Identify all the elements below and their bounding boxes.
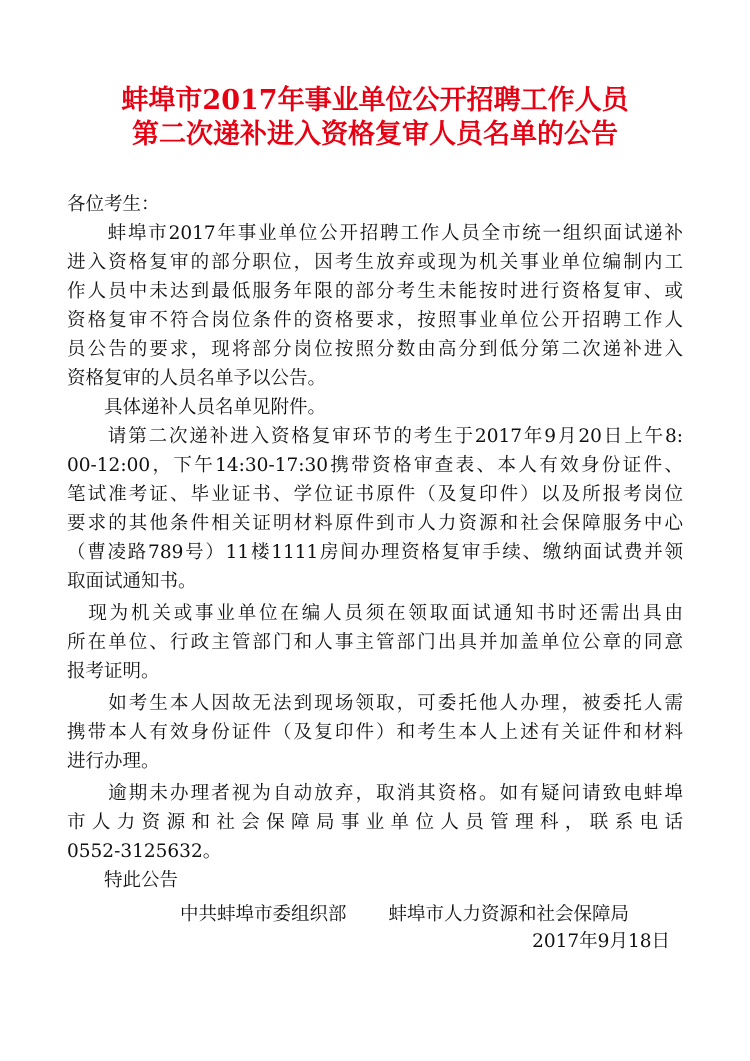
- paragraph-5-line: 携带本人有效身份证件（及复印件）和考生本人上述有关证件和材料: [67, 722, 683, 743]
- salutation: 各位考生：: [67, 194, 160, 215]
- notice-title-line-2: 第二次递补进入资格复审人员名单的公告: [132, 119, 618, 150]
- paragraph-4-line: 现为机关或事业单位在编人员须在领取面试通知书时还需出具由: [67, 603, 683, 624]
- signature-date: 2017年9月18日: [532, 931, 670, 952]
- closing-line: 特此公告: [67, 870, 179, 891]
- paragraph-6-line: 0552-3125632。: [67, 841, 222, 862]
- signature-org-1: 中共蚌埠市委组织部: [180, 904, 347, 925]
- paragraph-3-line: 要求的其他条件相关证明材料原件到市人力资源和社会保障服务中心: [67, 513, 683, 534]
- paragraph-3-line: 00-12:00，下午14:30-17:30携带资格审查表、本人有效身份证件、: [67, 455, 683, 476]
- paragraph-3-line: 取面试通知书。: [67, 571, 197, 592]
- notice-title-line-1: 蚌埠市2017年事业单位公开招聘工作人员: [121, 85, 629, 116]
- paragraph-5-line: 如考生本人因故无法到现场领取，可委托他人办理，被委托人需: [67, 693, 683, 714]
- paragraph-1-line: 蚌埠市2017年事业单位公开招聘工作人员全市统一组织面试递补: [67, 223, 683, 244]
- paragraph-1-line: 作人员中未达到最低服务年限的部分考生未能按时进行资格复审、或: [67, 281, 683, 302]
- paragraph-3-line: （曹凌路789号）11楼1111房间办理资格复审手续、缴纳面试费并领: [67, 542, 683, 563]
- paragraph-3-line: 请第二次递补进入资格复审环节的考生于2017年9月20日上午8:: [67, 426, 683, 447]
- paragraph-4-line: 所在单位、行政主管部门和人事主管部门出具并加盖单位公章的同意: [67, 632, 683, 653]
- paragraph-3-line: 笔试准考证、毕业证书、学位证书原件（及复印件）以及所报考岗位: [67, 484, 683, 505]
- signature-org-2: 蚌埠市人力资源和社会保障局: [388, 904, 630, 925]
- paragraph-6-line: 逾期未办理者视为自动放弃，取消其资格。如有疑问请致电蚌埠: [67, 783, 683, 804]
- paragraph-6-line: 市人力资源和社会保障局事业单位人员管理科，联系电话: [67, 812, 683, 833]
- paragraph-4-line: 报考证明。: [67, 661, 160, 682]
- notice-body: [67, 190, 683, 895]
- paragraph-5-line: 进行办理。: [67, 751, 160, 772]
- signature-orgs: [180, 900, 670, 929]
- paragraph-2-line: 具体递补人员名单见附件。: [67, 397, 327, 418]
- paragraph-1-line: 资格复审不符合岗位条件的资格要求，按照事业单位公开招聘工作人: [67, 310, 683, 331]
- paragraph-1-line: 资格复审的人员名单予以公告。: [67, 368, 327, 389]
- paragraph-1-line: 进入资格复审的部分职位，因考生放弃或现为机关事业单位编制内工: [67, 252, 683, 273]
- paragraph-1-line: 员公告的要求，现将部分岗位按照分数由高分到低分第二次递补进入: [67, 339, 683, 360]
